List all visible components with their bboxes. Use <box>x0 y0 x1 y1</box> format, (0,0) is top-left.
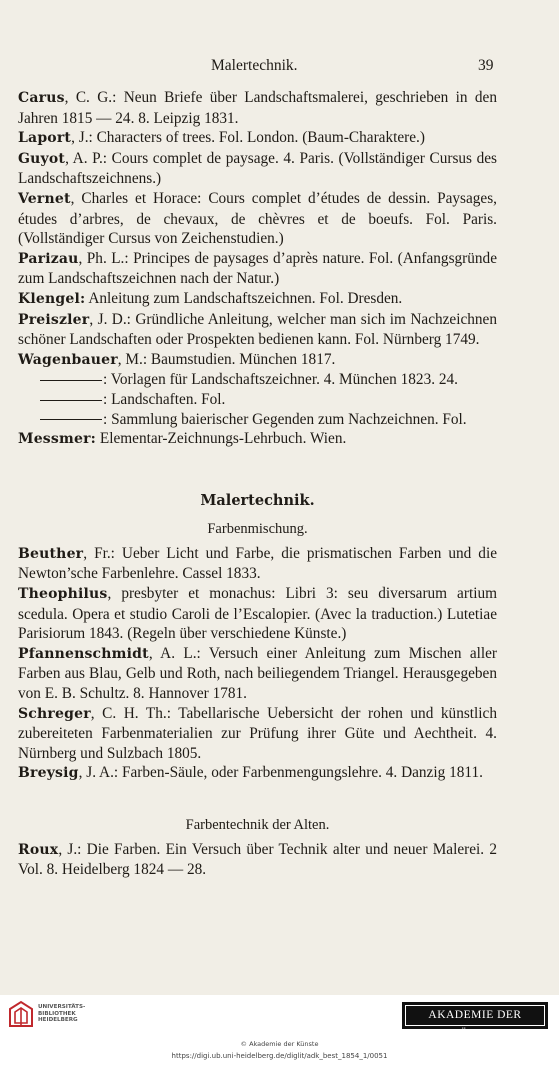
page-content <box>18 88 497 880</box>
subsection-heading: Farbenmischung. <box>207 521 308 538</box>
bibliography-entry <box>18 350 497 371</box>
entry-text: Anleitung zum Landschaftszeichnen. Fol. Dresden. <box>85 289 403 307</box>
entry-text: , J. D.: Gründliche Anleitung, welcher man sich im Nachzeichnen schöner Landschaften oder Prospekten bedienen kann. Fol. Nürnberg 1749. <box>18 310 497 349</box>
bibliography-entry <box>18 189 497 249</box>
bibliography-entry <box>18 544 497 584</box>
entry-text: : Landschaften. Fol. <box>103 390 226 408</box>
running-head <box>0 57 559 77</box>
academy-logo[interactable] <box>402 1002 548 1040</box>
author-name: Wagenbauer <box>18 351 118 368</box>
author-name: Klengel: <box>18 290 86 307</box>
library-logo-icon <box>8 999 34 1029</box>
entry-text: , C. G.: Neun Briefe über Landschaftsmalerei, geschrieben in den Jahren 1815 — 24. 8. Leipzig 1831. <box>18 89 497 127</box>
copyright-notice: © Akademie der Künste <box>240 1040 319 1048</box>
bibliography-entry <box>18 644 497 704</box>
author-name: Messmer: <box>18 431 97 448</box>
author-name: Breysig <box>18 765 79 782</box>
permalink-url[interactable]: https://digi.ub.uni-heidelberg.de/diglit/adk_best_1854_1/0051 <box>171 1052 388 1060</box>
logo-line: UNIVERSITÄTS- <box>38 1004 86 1010</box>
continuation-entry <box>18 390 497 410</box>
section-heading: Malertechnik. <box>200 491 315 509</box>
entry-text: , presbyter et monachus: Libri 3: seu diversarum artium scedula. Opera et studio Caroli de l’Escalopier. (Avec la traduction.) Lutetiae Parisiorum 1843. (Regeln über verschiedene Künste.) <box>18 585 497 643</box>
author-name: Guyot <box>18 150 66 167</box>
entry-text: , A. L.: Versuch einer Anleitung zum Mischen aller Farben aus Blau, Gelb und Roth, nach beiliegendem Triangel. Herausgegeben von E. B. Schultz. 8. Hannover 1781. <box>18 644 497 703</box>
continuation-entry <box>18 370 497 390</box>
university-library-logo[interactable] <box>8 999 128 1031</box>
bibliography-entry <box>18 704 497 764</box>
bibliography-entry <box>18 128 497 149</box>
academy-logo-text: AKADEMIE DER KÜNSTE <box>405 1005 545 1026</box>
ditto-dash <box>40 400 102 401</box>
bibliography-entry <box>18 310 497 350</box>
viewer-footer <box>0 995 559 1065</box>
entry-text: , Charles et Horace: Cours complet d’études de dessin. Paysages, études d’arbres, de chevaux, de chèvres et de boeufs. Fol. Paris. (Vollständiger Cursus von Zeichenstudien.) <box>18 189 497 248</box>
author-name: Roux <box>18 841 59 858</box>
logo-line: BIBLIOTHEK <box>38 1010 76 1017</box>
author-name: Preiszler <box>18 311 90 328</box>
bibliography-entry <box>18 249 497 289</box>
author-name: Schreger <box>18 705 91 722</box>
bibliography-entry <box>18 429 497 450</box>
author-name: Vernet <box>18 190 71 207</box>
entry-text: : Sammlung baierischer Gegenden zum Nachzeichnen. Fol. <box>103 410 467 428</box>
page-number: 39 <box>478 57 494 74</box>
bibliography-entry <box>18 88 497 128</box>
continuation-entry <box>18 410 497 430</box>
ditto-dash <box>40 380 102 381</box>
logo-line: HEIDELBERG <box>38 1017 78 1024</box>
entry-text: , J.: Characters of trees. Fol. London. (Baum-Charaktere.) <box>71 129 425 147</box>
bibliography-entry <box>18 149 497 189</box>
entry-text: Elementar-Zeichnungs-Lehrbuch. Wien. <box>96 430 347 448</box>
author-name: Pfannenschmidt <box>18 645 149 662</box>
running-title: Malertechnik. <box>211 57 298 74</box>
logo-text <box>38 1004 85 1024</box>
entry-text: : Vorlagen für Landschaftszeichner. 4. München 1823. 24. <box>103 371 458 389</box>
entry-text: , J. A.: Farben-Säule, oder Farbenmengungslehre. 4. Danzig 1811. <box>78 764 483 782</box>
entry-text: , Ph. L.: Principes de paysages d’après nature. Fol. (Anfangsgründe zum Landschaftszeichnen nach der Natur.) <box>18 249 497 288</box>
bibliography-entry <box>18 584 497 644</box>
bibliography-entry <box>18 289 497 310</box>
subsection-heading: Farbentechnik der Alten. <box>185 817 330 833</box>
author-name: Laport <box>18 130 72 147</box>
entry-text: , A. P.: Cours complet de paysage. 4. Paris. (Vollständiger Cursus des Landschaftszeichnens.) <box>18 149 497 188</box>
entry-text: , Fr.: Ueber Licht und Farbe, die prismatischen Farben und die Newton’sche Farbenlehre. Cassel 1833. <box>18 544 497 583</box>
entry-text: , C. H. Th.: Tabellarische Uebersicht der rohen und künstlich zubereiteten Farbenmaterialien zur Prüfung ihrer Güte und Aechtheit. 4. Nürnberg und Sulzbach 1805. <box>18 704 497 762</box>
author-name: Beuther <box>18 545 84 562</box>
ditto-dash <box>40 419 102 420</box>
bibliography-entry <box>18 840 497 880</box>
author-name: Carus <box>18 90 65 106</box>
author-name: Parizau <box>18 250 79 267</box>
bibliography-entry <box>18 763 497 784</box>
entry-text: , M.: Baumstudien. München 1817. <box>117 350 336 368</box>
author-name: Theophilus <box>18 586 108 603</box>
entry-text: , J.: Die Farben. Ein Versuch über Technik alter und neuer Malerei. 2 Vol. 8. Heidelberg 1824 — 28. <box>18 840 497 879</box>
